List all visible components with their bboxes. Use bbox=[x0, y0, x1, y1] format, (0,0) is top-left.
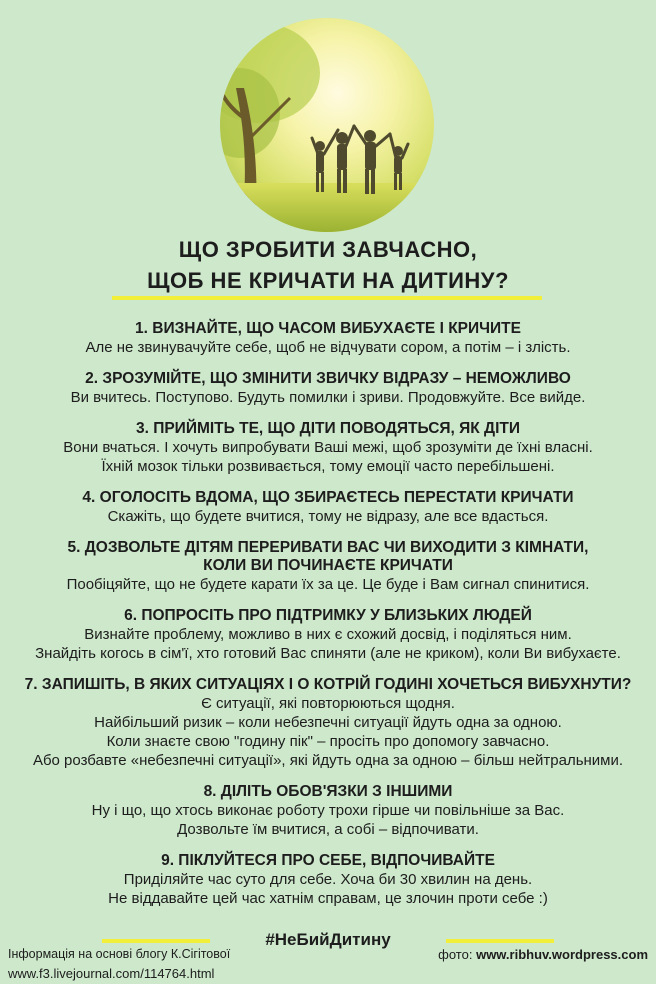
page-title bbox=[0, 234, 656, 296]
tip-text: Знайдіть когось в сім'ї, хто готовий Вас спиняти (але не криком), коли Ви вибухаєте. bbox=[35, 645, 621, 662]
tip-text: Або розбавте «небезпечні ситуації», які йдуть одна за одною – більш нейтральними. bbox=[32, 752, 624, 769]
source-url: www.f3.livejournal.com/114764.html bbox=[8, 966, 215, 981]
tip-item-1 bbox=[0, 320, 656, 357]
tip-text: Коли знаєте свою "годину пік" – просіть про допомогу завчасно. bbox=[106, 733, 550, 750]
tip-item-4 bbox=[0, 489, 656, 526]
photo-illustration bbox=[220, 18, 434, 232]
title-line-1: ЩО ЗРОБИТИ ЗАВЧАСНО, bbox=[178, 237, 478, 262]
tip-item-3 bbox=[0, 420, 656, 476]
tip-heading: 3. ПРИЙМІТЬ ТЕ, ЩО ДІТИ ПОВОДЯТЬСЯ, ЯК ДІТИ bbox=[135, 420, 521, 437]
photo-credit-site: www.ribhuv.wordpress.com bbox=[476, 947, 648, 962]
tips-list bbox=[0, 320, 656, 921]
tip-text: Є ситуації, які повторюються щодня. bbox=[201, 695, 455, 712]
tip-text: Визнайте проблему, можливо в них є схожий досвід, і поділяться ним. bbox=[84, 626, 572, 643]
tip-heading: 7. ЗАПИШІТЬ, В ЯКИХ СИТУАЦІЯХ І О КОТРІЙ ГОДИНІ ХОЧЕТЬСЯ ВИБУХНУТИ? bbox=[24, 676, 632, 693]
tip-text: Не віддавайте цей час хатнім справам, це злочин проти себе :) bbox=[108, 890, 548, 907]
title-line-2: ЩОБ НЕ КРИЧАТИ НА ДИТИНУ? bbox=[147, 268, 509, 293]
tip-item-8 bbox=[0, 783, 656, 839]
tip-text: Скажіть, що будете вчитися, тому не відразу, але все вдасться. bbox=[107, 508, 549, 525]
tip-item-2 bbox=[0, 370, 656, 407]
tip-text: Дозвольте їм вчитися, а собі – відпочивати. bbox=[177, 821, 479, 838]
tip-text: Але не звинувачуйте себе, щоб не відчувати сором, а потім – і злість. bbox=[85, 339, 571, 356]
tip-text: Їхній мозок тільки розвивається, тому емоції часто перебільшені. bbox=[101, 458, 555, 475]
tip-text: Вони вчаться. І хочуть випробувати Ваші межі, щоб зрозуміти де їхні власні. bbox=[63, 439, 593, 456]
tip-item-7 bbox=[0, 676, 656, 770]
tip-text: Ви вчитесь. Поступово. Будуть помилки і зриви. Продовжуйте. Все вийде. bbox=[70, 389, 586, 406]
tip-heading: 4. ОГОЛОСІТЬ ВДОМА, ЩО ЗБИРАЄТЕСЬ ПЕРЕСТАТИ КРИЧАТИ bbox=[82, 489, 574, 506]
family-sunset-photo bbox=[220, 18, 434, 232]
tip-heading: 6. ПОПРОСІТЬ ПРО ПІДТРИМКУ У БЛИЗЬКИХ ЛЮДЕЙ bbox=[124, 607, 532, 624]
tip-item-9 bbox=[0, 852, 656, 908]
tip-heading: 2. ЗРОЗУМІЙТЕ, ЩО ЗМІНИТИ ЗВИЧКУ ВІДРАЗУ – НЕМОЖЛИВО bbox=[85, 370, 571, 387]
tip-text: Найбільший ризик – коли небезпечні ситуації йдуть одна за одною. bbox=[94, 714, 562, 731]
tip-item-5 bbox=[0, 539, 656, 594]
tip-text: Приділяйте час суто для себе. Хоча би 30 хвилин на день. bbox=[123, 871, 533, 888]
tip-text: Ну і що, що хтось виконає роботу трохи гірше чи повільніше за Вас. bbox=[91, 802, 565, 819]
photo-credit-label: фото: bbox=[438, 947, 473, 962]
title-underline bbox=[112, 296, 542, 300]
hashtag: #НеБийДитину bbox=[265, 930, 391, 949]
tip-heading: 1. ВИЗНАЙТЕ, ЩО ЧАСОМ ВИБУХАЄТЕ І КРИЧИТЕ bbox=[135, 320, 521, 337]
source-note: Інформація на основі блогу К.Сігітової bbox=[8, 947, 231, 961]
tip-heading: 9. ПІКЛУЙТЕСЯ ПРО СЕБЕ, ВІДПОЧИВАЙТЕ bbox=[161, 852, 495, 869]
tip-heading: 5. ДОЗВОЛЬТЕ ДІТЯМ ПЕРЕРИВАТИ ВАС ЧИ ВИХОДИТИ З КІМНАТИ, bbox=[67, 539, 589, 556]
tip-heading: КОЛИ ВИ ПОЧИНАЄТЕ КРИЧАТИ bbox=[203, 557, 453, 574]
photo-credit bbox=[438, 947, 648, 962]
tip-heading: 8. ДІЛІТЬ ОБОВ'ЯЗКИ З ІНШИМИ bbox=[203, 783, 453, 800]
tip-item-6 bbox=[0, 607, 656, 663]
tip-text: Пообіцяйте, що не будете карати їх за це. Це буде і Вам сигнал спинитися. bbox=[66, 576, 590, 593]
